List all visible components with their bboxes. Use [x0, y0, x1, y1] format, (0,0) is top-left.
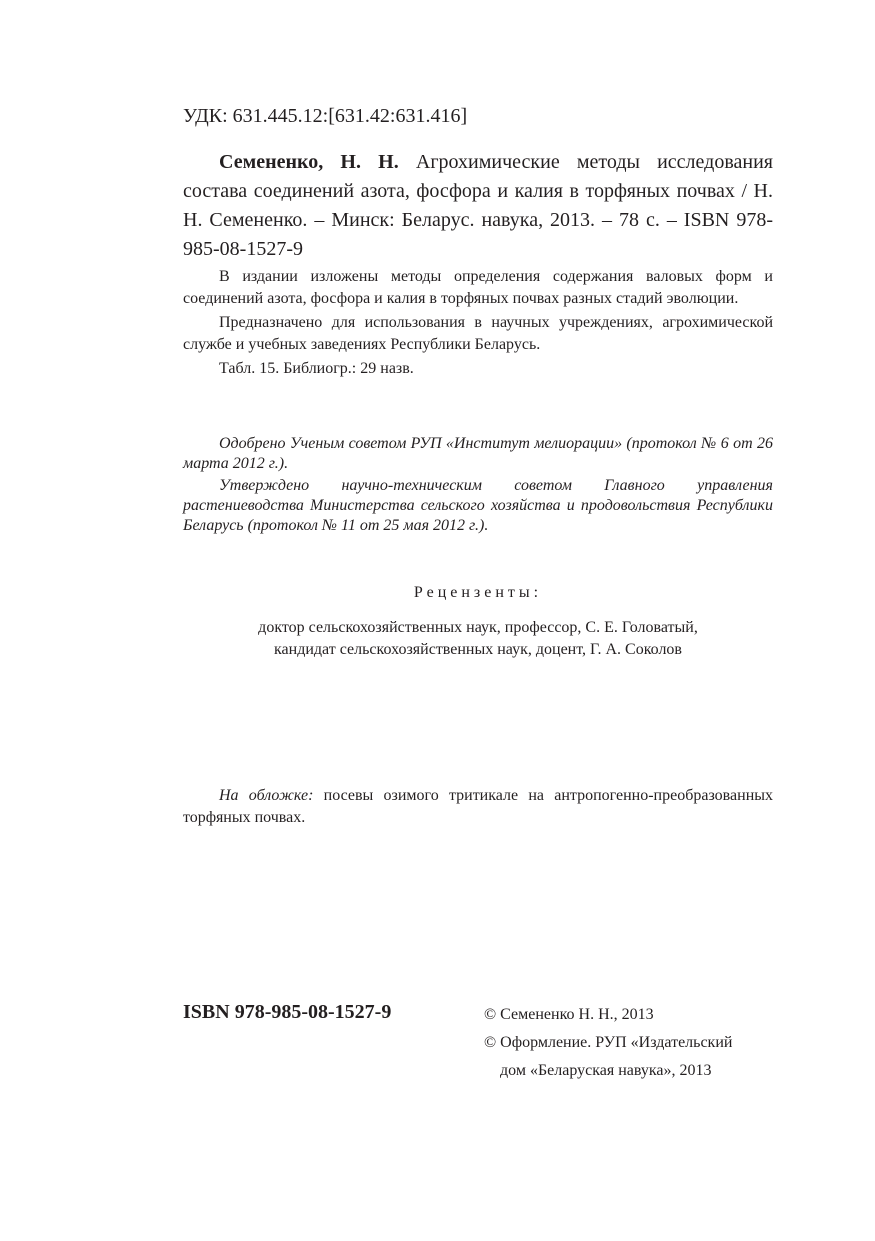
reviewers-title: Рецензенты: — [413, 584, 543, 601]
udk-code: УДК: 631.445.12:[631.42:631.416] — [183, 105, 468, 127]
copyright-line: © Семененко Н. Н., 2013 — [484, 1006, 654, 1023]
copyright-line: дом «Беларуская навука», 2013 — [500, 1062, 712, 1079]
cover-text: посевы озимого тритикале на антропогенно-преобразованных торфяных почвах. — [183, 787, 774, 826]
abstract-paragraph: В издании изложены методы определения содержания валовых форм и соединений азота, фосфора и калия в торфяных почвах разных стадий эволюции. — [183, 268, 773, 307]
cover-note — [183, 785, 773, 829]
bibliographic-description: Агрохимические методы исследования состава соединений азота, фосфора и калия в торфяных почвах / Н. Н. Семененко. – Минск: Беларус. навука, 2013. – 78 с. – ISBN 978-985-08-1527-9 — [183, 151, 773, 260]
copyright-block — [484, 1001, 732, 1085]
approval-line: Утверждено научно-техническим советом Главного управления растениеводства Министерства сельского хозяйства и продовольствия Республики Беларусь (протокол № 11 от 25 мая 2012 г.). — [183, 477, 773, 534]
copyright-line: © Оформление. РУП «Издательский — [484, 1034, 733, 1051]
approval-line: Одобрено Ученым советом РУП «Институт мелиорации» (протокол № 6 от 26 марта 2012 г.). — [183, 435, 773, 472]
approval-notes — [183, 434, 773, 538]
abstract-paragraph: Табл. 15. Библиогр.: 29 назв. — [219, 360, 414, 377]
author-name: Семененко, Н. Н. — [219, 151, 399, 173]
isbn: ISBN 978-985-08-1527-9 — [183, 1001, 392, 1023]
abstract-paragraph: Предназначено для использования в научных учреждениях, агрохимической службе и учебных заведениях Республики Беларусь. — [183, 314, 773, 353]
reviewers-list — [183, 617, 773, 661]
abstract — [183, 266, 773, 382]
reviewer: доктор сельскохозяйственных наук, профессор, С. Е. Головатый, — [258, 619, 698, 636]
reviewer: кандидат сельскохозяйственных наук, доцент, Г. А. Соколов — [274, 641, 682, 658]
cover-label: На обложке: — [219, 787, 314, 804]
bibliographic-record — [183, 148, 773, 264]
